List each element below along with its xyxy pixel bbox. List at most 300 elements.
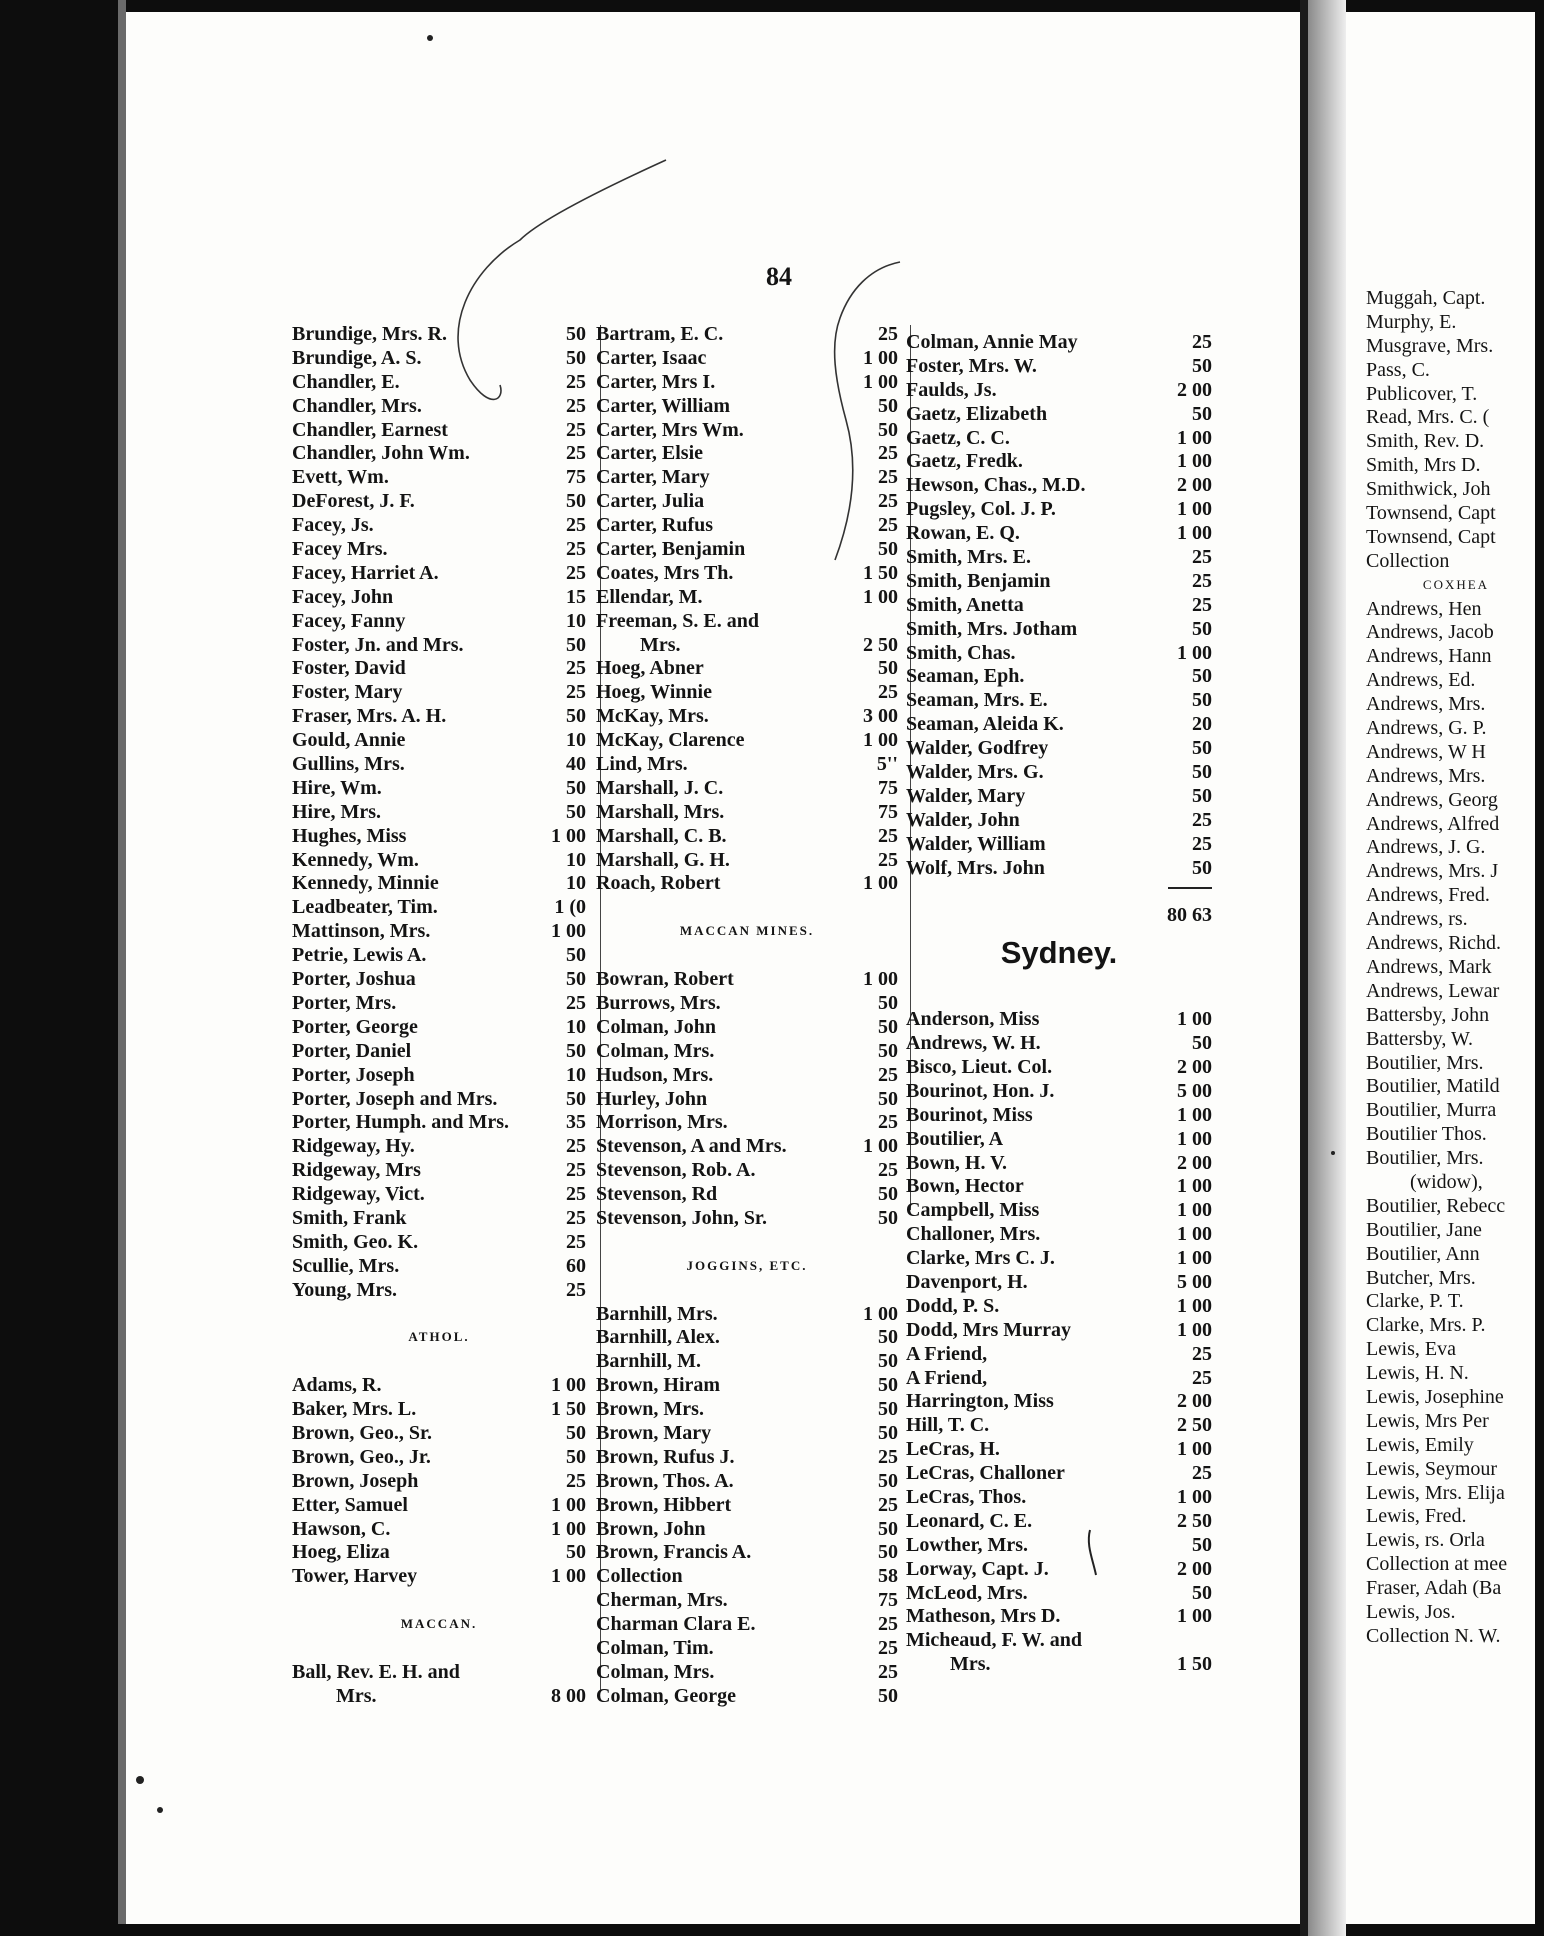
donor-row (1366, 883, 1544, 907)
donor-amount: 1 00 (1177, 1199, 1212, 1222)
donor-row (906, 330, 1212, 354)
donor-amount: 2 00 (1177, 1151, 1212, 1174)
donor-amount: 1 00 (1177, 1318, 1212, 1341)
donor-name: Porter, Daniel (292, 1039, 412, 1062)
spacer (292, 1588, 586, 1612)
donor-name: Andrews, Fred. (1366, 884, 1490, 907)
donor-row (1366, 453, 1544, 477)
donor-name: Hire, Wm. (292, 776, 382, 799)
donor-name: Musgrave, Mrs. (1366, 334, 1494, 357)
donor-row (1366, 597, 1544, 621)
donor-row (596, 704, 898, 728)
donor-name: Andrews, Mrs. (1366, 693, 1486, 716)
donor-row (596, 1325, 898, 1349)
donor-row (906, 760, 1212, 784)
donor-amount: 50 (1192, 689, 1212, 712)
donor-row (292, 1397, 586, 1421)
donor-name: Gaetz, Fredk. (906, 450, 1023, 473)
donor-row (1366, 1457, 1544, 1481)
donor-amount: 25 (566, 1278, 586, 1301)
donor-amount: 25 (1192, 832, 1212, 855)
donor-row (906, 426, 1212, 450)
donor-amount: 50 (566, 1541, 586, 1564)
donor-amount: 1 00 (1177, 641, 1212, 664)
donor-row (292, 752, 586, 776)
donor-amount: 50 (878, 1374, 898, 1397)
donor-amount: 25 (878, 1613, 898, 1636)
section-title-text: Sydney. (1000, 935, 1118, 971)
donor-amount: 50 (878, 394, 898, 417)
donor-amount: 2 50 (1177, 1414, 1212, 1437)
donor-row (292, 967, 586, 991)
donor-amount: 1 00 (551, 824, 586, 847)
donor-amount: 25 (878, 824, 898, 847)
donor-name: Andrews, Mrs. (1366, 764, 1486, 787)
donor-amount: 1 50 (1177, 1653, 1212, 1676)
donor-name: Collection (1366, 549, 1450, 572)
donor-row (292, 800, 586, 824)
donor-name: Smithwick, Joh (1366, 478, 1491, 501)
donor-name: LeCras, Challoner (906, 1462, 1065, 1485)
donor-amount: 25 (1192, 569, 1212, 592)
donor-amount: 75 (878, 800, 898, 823)
donor-name: Adams, R. (292, 1374, 382, 1397)
spacer (292, 1636, 586, 1660)
section-heading-text: MACCAN. (400, 1616, 478, 1632)
donor-amount: 10 (566, 872, 586, 895)
donor-name: A Friend, (906, 1366, 988, 1389)
donor-name: Marshall, Mrs. (596, 800, 725, 823)
donor-amount: 1 00 (1177, 1438, 1212, 1461)
donor-row (596, 394, 898, 418)
donor-row (1366, 501, 1544, 525)
donor-amount: 50 (878, 991, 898, 1014)
donor-row (1366, 1528, 1544, 1552)
donor-row (906, 497, 1212, 521)
donor-name: Colman, Annie May (906, 331, 1078, 353)
donor-row (906, 1151, 1212, 1175)
donor-row (292, 1230, 586, 1254)
donor-row (906, 593, 1212, 617)
donor-amount: 1 (0 (554, 896, 586, 919)
donor-name: Kennedy, Minnie (292, 872, 439, 895)
donor-row (596, 1302, 898, 1326)
donor-name: Lewis, Mrs Per (1366, 1409, 1489, 1432)
donor-amount: 50 (566, 800, 586, 823)
donor-row (596, 609, 898, 633)
donor-name: Chandler, E. (292, 370, 400, 393)
donor-row (292, 322, 586, 346)
donor-row (1366, 1433, 1544, 1457)
donor-row (292, 1278, 586, 1302)
donor-name: Dodd, Mrs Murray (906, 1318, 1071, 1341)
donor-name: Baker, Mrs. L. (292, 1398, 417, 1421)
donor-row (292, 943, 586, 967)
donor-amount: 1 00 (1177, 522, 1212, 545)
donor-amount: 50 (878, 418, 898, 441)
donor-amount: 50 (878, 1684, 898, 1707)
donor-amount: 50 (566, 346, 586, 369)
donor-name: McKay, Clarence (596, 729, 745, 752)
donor-row (292, 848, 586, 872)
donor-name: Bowran, Robert (596, 968, 734, 991)
donor-amount: 2 00 (1177, 474, 1212, 497)
donor-amount: 1 00 (1177, 1247, 1212, 1270)
donor-row (596, 418, 898, 442)
donor-name: Andrews, Georg (1366, 788, 1498, 811)
donor-row (292, 1110, 586, 1134)
donor-amount: 25 (566, 657, 586, 680)
donor-name: Charman Clara E. (596, 1613, 756, 1636)
donor-row (1366, 1266, 1544, 1290)
donor-row (596, 1134, 898, 1158)
donor-amount: 50 (878, 1206, 898, 1229)
donor-amount: 25 (566, 1159, 586, 1182)
donor-name: Fraser, Mrs. A. H. (292, 705, 447, 728)
donor-name: Colman, George (596, 1684, 736, 1707)
donor-amount: 50 (878, 1517, 898, 1540)
donor-row (1366, 525, 1544, 549)
donor-row (596, 752, 898, 776)
donor-name: Lewis, Emily (1366, 1433, 1474, 1456)
donor-name: Lowther, Mrs. (906, 1533, 1029, 1556)
donor-amount: 8 00 (551, 1684, 586, 1707)
donor-name: Gaetz, C. C. (906, 426, 1010, 449)
donor-name: Smith, Mrs. Jotham (906, 617, 1078, 640)
donor-row (1366, 1504, 1544, 1528)
donor-row (906, 903, 1212, 927)
donor-row (906, 1127, 1212, 1151)
donor-name: Clarke, Mrs. P. (1366, 1314, 1486, 1337)
donor-row (596, 1684, 898, 1708)
donor-row (906, 1366, 1212, 1390)
donor-name: Micheaud, F. W. and (906, 1629, 1082, 1652)
donor-row (596, 991, 898, 1015)
donor-name: Brown, John (596, 1517, 706, 1540)
donor-name: Bartram, E. C. (596, 323, 724, 345)
donor-row (596, 1039, 898, 1063)
donor-amount: 25 (878, 514, 898, 537)
donor-name: Andrews, G. P. (1366, 717, 1487, 740)
donor-amount: 25 (566, 561, 586, 584)
donor-name: Kennedy, Wm. (292, 848, 419, 871)
donor-row (596, 537, 898, 561)
donor-amount: 1 00 (1177, 1103, 1212, 1126)
donor-name: Brown, Hiram (596, 1374, 721, 1397)
donor-name: Boutilier, A (906, 1127, 1004, 1150)
donor-amount: 1 00 (551, 1565, 586, 1588)
donor-row (1366, 358, 1544, 382)
donor-row (1366, 1576, 1544, 1600)
donor-row (906, 712, 1212, 736)
spacer (292, 1302, 586, 1326)
donor-name: Hoeg, Abner (596, 657, 704, 680)
donor-row (292, 1540, 586, 1564)
donor-name: Seaman, Mrs. E. (906, 689, 1048, 712)
donor-name: Smith, Geo. K. (292, 1230, 419, 1253)
donor-row (596, 967, 898, 991)
donor-name: Murphy, E. (1366, 310, 1457, 333)
donor-row (596, 1540, 898, 1564)
donor-row (1366, 334, 1544, 358)
donor-amount: 25 (566, 1183, 586, 1206)
donor-amount: 25 (878, 1636, 898, 1659)
donor-amount: 1 00 (551, 1374, 586, 1397)
donor-amount: 25 (566, 681, 586, 704)
donor-name: Carter, Mary (596, 466, 710, 489)
donor-row (292, 1158, 586, 1182)
section-heading-text: MACCAN MINES. (679, 923, 815, 939)
donor-amount: 15 (566, 585, 586, 608)
donor-name: Andrews, W. H. (906, 1032, 1041, 1055)
donor-name: Carter, Benjamin (596, 538, 746, 561)
donor-amount: 50 (566, 776, 586, 799)
donor-amount: 25 (566, 370, 586, 393)
donor-name: Andrews, Ed. (1366, 669, 1476, 692)
donor-amount: 1 00 (551, 1517, 586, 1540)
donor-row (292, 1684, 586, 1708)
donor-amount: 50 (1192, 665, 1212, 688)
donor-name: Marshall, C. B. (596, 824, 727, 847)
donor-row (292, 1182, 586, 1206)
donor-row (906, 1652, 1212, 1676)
column-2 (596, 322, 898, 1708)
donor-amount: 25 (878, 848, 898, 871)
donor-row (906, 1246, 1212, 1270)
donor-name: Carter, Julia (596, 490, 705, 513)
donor-row (596, 1517, 898, 1541)
donor-amount: 50 (566, 1087, 586, 1110)
donor-name: Carter, Mrs I. (596, 370, 716, 393)
section-heading (292, 1612, 586, 1636)
donor-amount: 25 (1192, 1342, 1212, 1365)
donor-row (292, 1254, 586, 1278)
donor-amount: 1 00 (1177, 1605, 1212, 1628)
donor-row (292, 728, 586, 752)
donor-row (596, 1206, 898, 1230)
donor-row (292, 1063, 586, 1087)
section-heading-text: COXHEA (1422, 576, 1490, 592)
donor-amount: 25 (1192, 331, 1212, 353)
donor-row (596, 489, 898, 513)
donor-name: Evett, Wm. (292, 466, 389, 489)
donor-amount: 25 (878, 1063, 898, 1086)
donor-row (906, 688, 1212, 712)
donor-row (596, 776, 898, 800)
donor-amount: 50 (1192, 1032, 1212, 1055)
donor-name: Andrews, J. G. (1366, 836, 1486, 859)
donor-amount: 25 (878, 1111, 898, 1134)
donor-name: (widow), (1410, 1170, 1483, 1193)
donor-row (596, 656, 898, 680)
donor-row (906, 521, 1212, 545)
section-heading (292, 1325, 586, 1349)
donor-name: Bown, Hector (906, 1175, 1024, 1198)
donor-amount: 10 (566, 609, 586, 632)
donor-name: Porter, Joshua (292, 968, 416, 991)
donor-row (906, 808, 1212, 832)
donor-row (906, 1198, 1212, 1222)
donor-row (596, 1087, 898, 1111)
donor-amount: 50 (566, 968, 586, 991)
donor-row (1366, 812, 1544, 836)
donor-name: Andrews, Mark (1366, 955, 1492, 978)
donor-amount: 50 (878, 1087, 898, 1110)
donor-row (292, 537, 586, 561)
donor-amount: 50 (878, 1469, 898, 1492)
donor-name: Harrington, Miss (906, 1390, 1054, 1413)
donor-amount: 1 00 (1177, 498, 1212, 521)
donor-row (596, 848, 898, 872)
donor-row (906, 664, 1212, 688)
donor-name: Carter, Elsie (596, 442, 704, 465)
donor-row (906, 1007, 1212, 1031)
donor-name: Stevenson, Rob. A. (596, 1159, 756, 1182)
donor-row (292, 1517, 586, 1541)
donor-row (596, 871, 898, 895)
donor-amount: 50 (566, 1421, 586, 1444)
donor-name: Facey Mrs. (292, 538, 388, 561)
donor-amount: 2 00 (1177, 1055, 1212, 1078)
donor-row (596, 1445, 898, 1469)
donor-name: Lewis, Fred. (1366, 1505, 1467, 1528)
donor-row (292, 370, 586, 394)
donor-name: Carter, Isaac (596, 346, 707, 369)
donor-row (292, 418, 586, 442)
donor-name: Foster, Mrs. W. (906, 354, 1037, 377)
donor-row (1366, 549, 1544, 573)
donor-amount: 10 (566, 848, 586, 871)
donor-row (906, 1604, 1212, 1628)
donor-name: Porter, Joseph (292, 1063, 415, 1086)
section-heading-text: JOGGINS, ETC. (686, 1257, 808, 1273)
donor-row (596, 1158, 898, 1182)
donor-row (906, 1581, 1212, 1605)
donor-name: Lewis, Mrs. Elija (1366, 1481, 1505, 1504)
donor-name: Morrison, Mrs. (596, 1111, 728, 1134)
donor-name: Smith, Mrs D. (1366, 454, 1481, 477)
donor-row (1366, 1385, 1544, 1409)
spacer (596, 1278, 898, 1302)
donor-amount: 1 00 (1177, 1127, 1212, 1150)
donor-row (1366, 1600, 1544, 1624)
donor-name: Bown, H. V. (906, 1151, 1007, 1174)
donor-row (906, 1461, 1212, 1485)
donor-name: McKay, Mrs. (596, 705, 709, 728)
donor-name: Facey, Js. (292, 514, 374, 537)
donor-name: Walder, Mary (906, 784, 1026, 807)
donor-name: Brown, Geo., Jr. (292, 1445, 431, 1468)
donor-name: Lewis, Josephine (1366, 1385, 1504, 1408)
donor-amount: 80 63 (1167, 904, 1212, 927)
donor-amount: 1 00 (1177, 1223, 1212, 1246)
donor-name: Scullie, Mrs. (292, 1254, 400, 1277)
donor-amount: 25 (1192, 546, 1212, 569)
donor-amount: 50 (1192, 354, 1212, 377)
donor-row (906, 569, 1212, 593)
donor-name: Campbell, Miss (906, 1199, 1040, 1222)
donor-name: Muggah, Capt. (1366, 287, 1486, 309)
donor-row (292, 1660, 586, 1684)
donor-amount: 35 (566, 1111, 586, 1134)
donor-row (1366, 644, 1544, 668)
donor-name: Brundige, Mrs. R. (292, 323, 447, 345)
donor-row (596, 370, 898, 394)
donor-name: Colman, Tim. (596, 1636, 714, 1659)
donor-row (906, 402, 1212, 426)
donor-row (1366, 310, 1544, 334)
donor-name: Lewis, Eva (1366, 1338, 1456, 1361)
donor-row (292, 1039, 586, 1063)
donor-row (292, 1206, 586, 1230)
donor-name: Gaetz, Elizabeth (906, 402, 1048, 425)
donor-amount: 75 (566, 466, 586, 489)
donor-name: Lewis, H. N. (1366, 1362, 1469, 1385)
donor-name: Walder, Godfrey (906, 737, 1049, 760)
donor-row (596, 1110, 898, 1134)
donor-amount: 1 00 (863, 370, 898, 393)
donor-row (1366, 788, 1544, 812)
donor-amount: 25 (878, 1660, 898, 1683)
donor-name: Roach, Robert (596, 872, 721, 895)
donor-name: Smith, Anetta (906, 593, 1024, 616)
donor-name: Brown, Francis A. (596, 1541, 752, 1564)
donor-row (906, 1509, 1212, 1533)
donor-row (1366, 1098, 1544, 1122)
donor-row (906, 1031, 1212, 1055)
donor-amount: 1 00 (551, 920, 586, 943)
donor-row (596, 1493, 898, 1517)
donor-name: Lorway, Capt. J. (906, 1557, 1049, 1580)
donor-amount: 25 (566, 1230, 586, 1253)
donor-amount: 1 00 (1177, 1485, 1212, 1508)
donor-amount: 1 00 (1177, 1294, 1212, 1317)
donor-name: Mrs. (640, 633, 681, 656)
donor-amount: 25 (878, 1493, 898, 1516)
donor-name: Bourinot, Hon. J. (906, 1079, 1055, 1102)
donor-name: Brown, Joseph (292, 1469, 419, 1492)
donor-amount: 50 (1192, 402, 1212, 425)
donor-amount: 1 00 (551, 1493, 586, 1516)
donor-row (1366, 620, 1544, 644)
donor-amount: 2 00 (1177, 1390, 1212, 1413)
donor-name: Foster, Mary (292, 681, 403, 704)
total-rule-line (1168, 887, 1212, 889)
donor-amount: 25 (1192, 808, 1212, 831)
donor-row (1366, 1027, 1544, 1051)
section-heading (596, 919, 898, 943)
donor-name: Carter, Rufus (596, 514, 714, 537)
donor-amount: 2 50 (863, 633, 898, 656)
donor-name: Stevenson, Rd (596, 1183, 718, 1206)
donor-name: Foster, Jn. and Mrs. (292, 633, 464, 656)
donor-name: Battersby, W. (1366, 1027, 1474, 1050)
donor-row (292, 991, 586, 1015)
donor-amount: 20 (1192, 713, 1212, 736)
donor-name: Andrews, Lewar (1366, 979, 1500, 1002)
donor-name: Ellendar, M. (596, 585, 703, 608)
donor-name: Colman, Mrs. (596, 1039, 715, 1062)
donor-amount: 50 (1192, 856, 1212, 879)
donor-row (292, 871, 586, 895)
donor-name: Freeman, S. E. and (596, 609, 759, 632)
donor-row (596, 633, 898, 657)
donor-name: Facey, Fanny (292, 609, 406, 632)
donor-row (596, 441, 898, 465)
section-title (906, 927, 1212, 983)
donor-row (596, 1469, 898, 1493)
donor-row (1366, 1552, 1544, 1576)
